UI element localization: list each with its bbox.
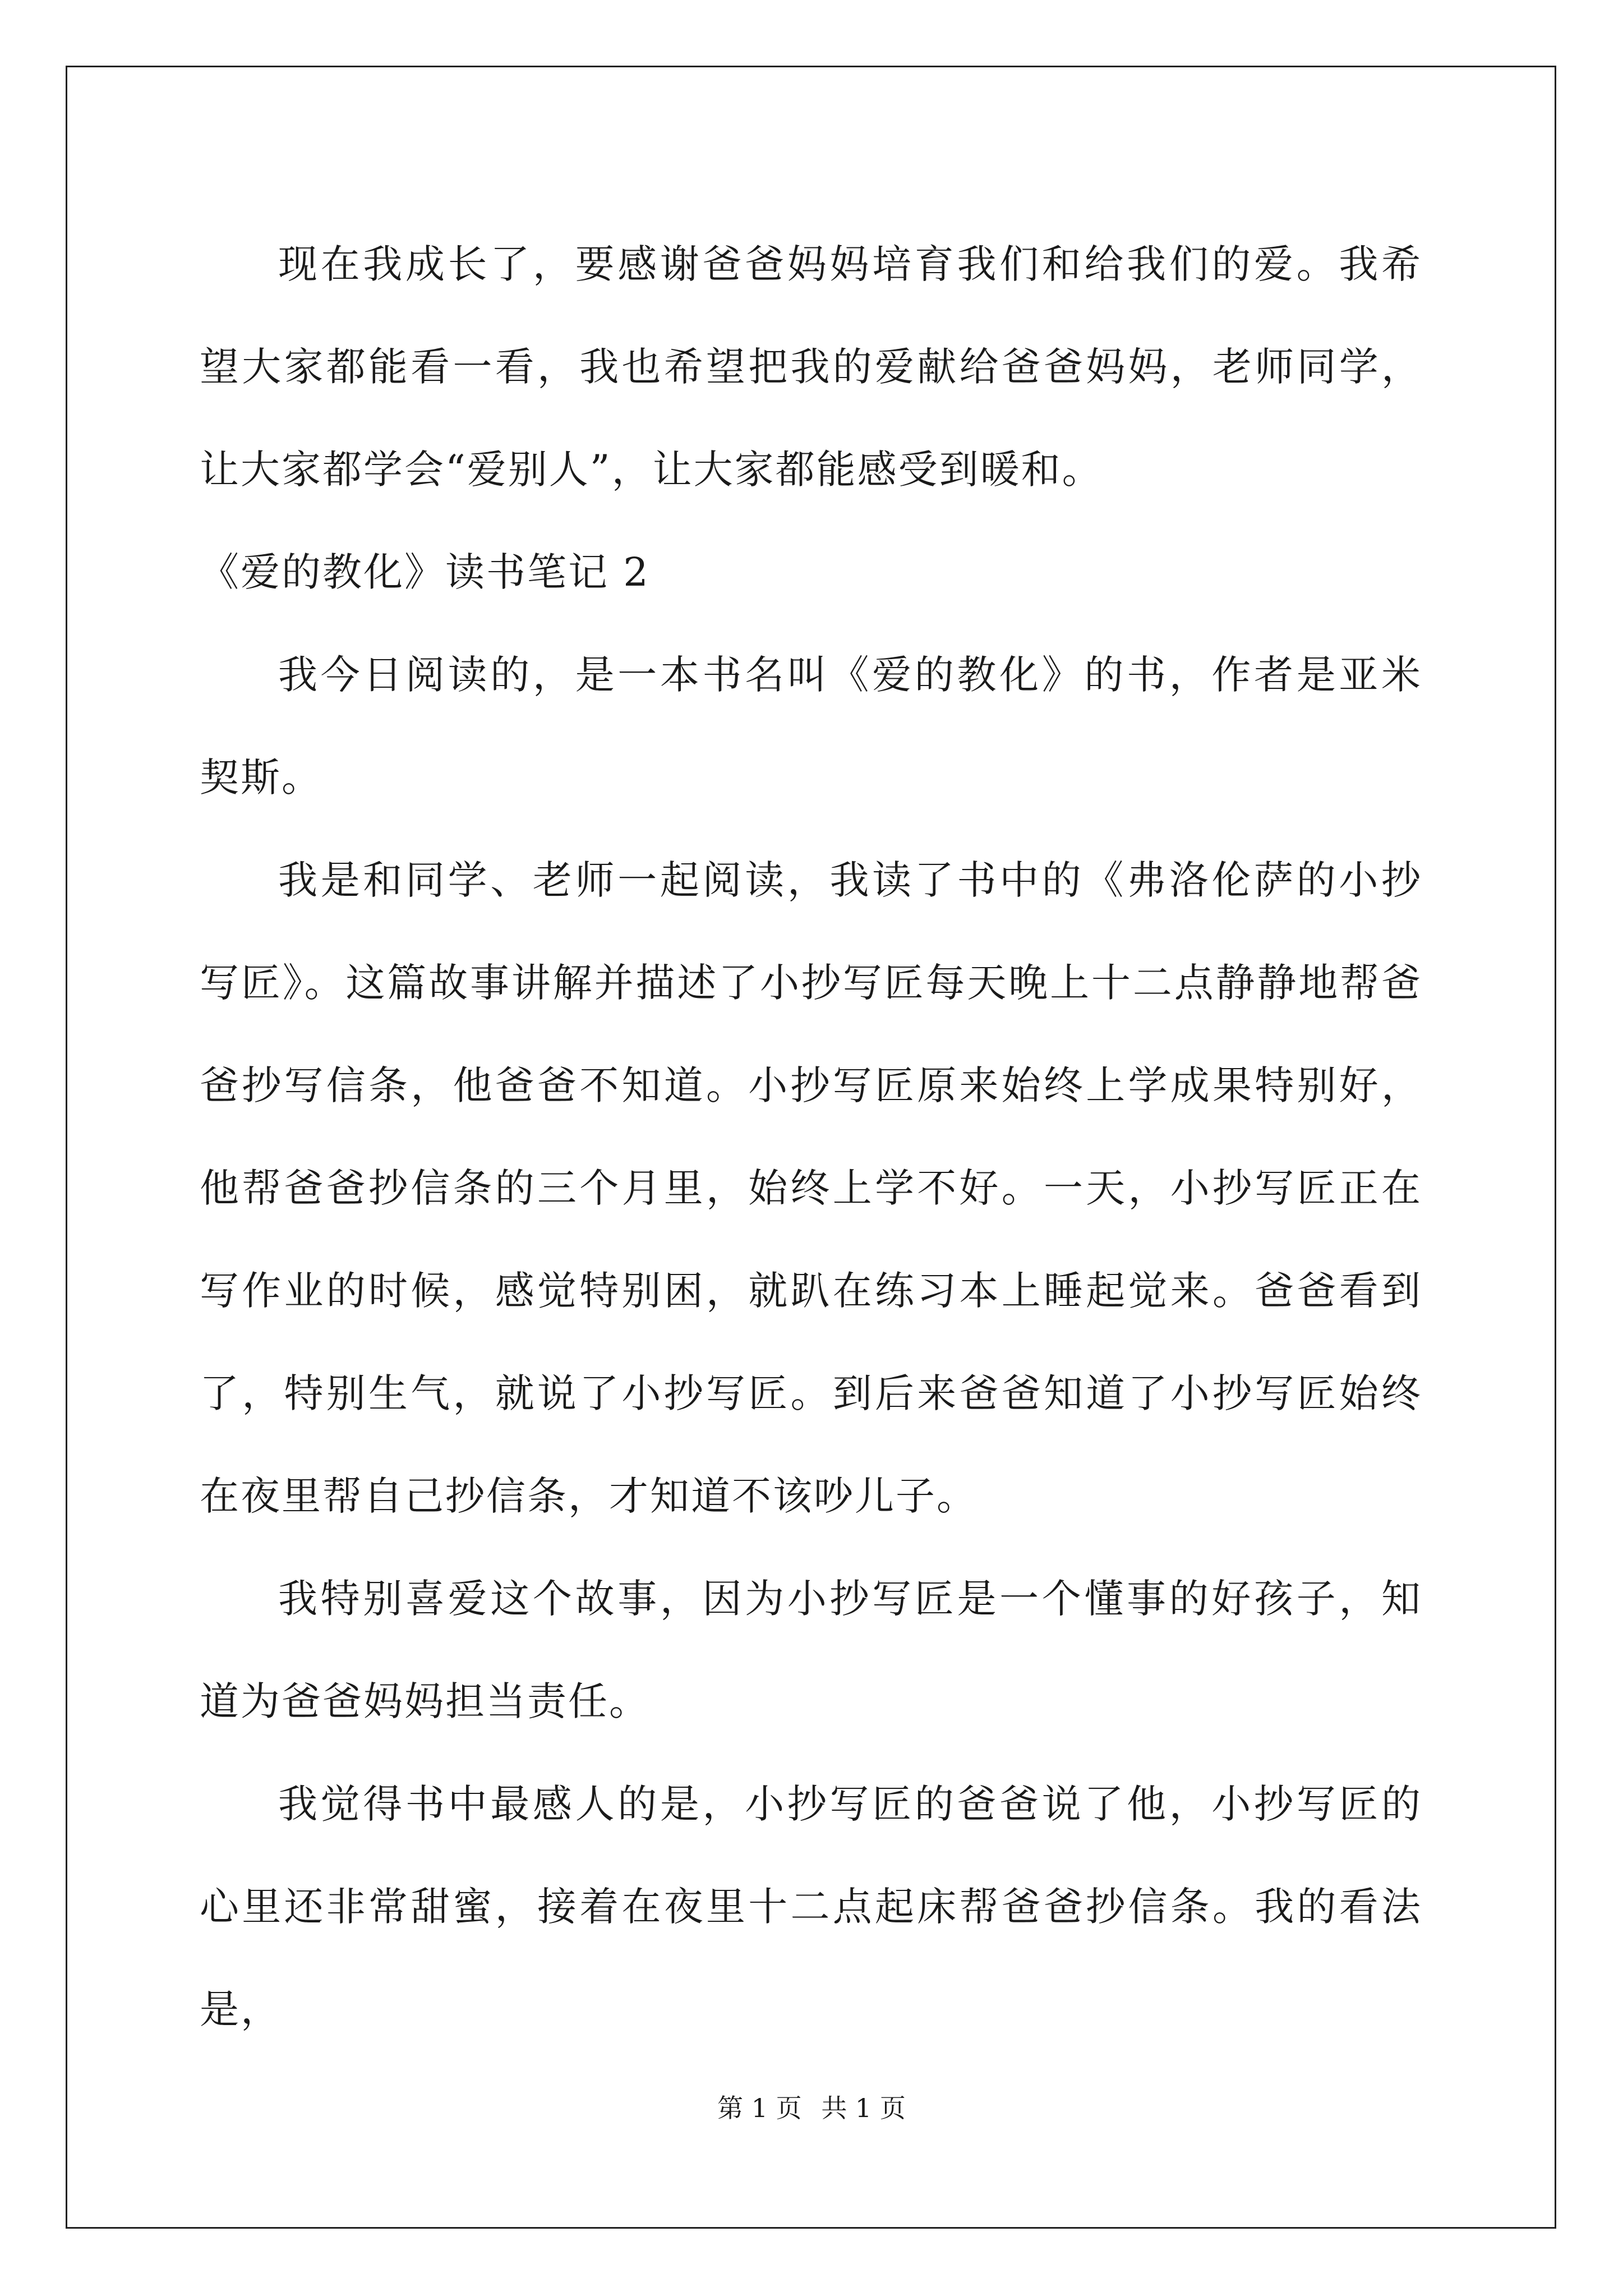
paragraph-5: 我觉得书中最感人的是，小抄写匠的爸爸说了他，小抄写匠的心里还非常甜蜜，接着在夜里十二点起床帮爸爸抄信条。我的看法是， <box>200 1781 1422 2032</box>
page-number: 第 1 页 <box>717 2093 802 2123</box>
section-heading: 《爱的教化》读书笔记 2 <box>200 549 650 595</box>
page-total: 共 1 页 <box>821 2093 906 2123</box>
page-footer <box>0 2088 1623 2125</box>
paragraph-3: 我是和同学、老师一起阅读，我读了书中的《弗洛伦萨的小抄写匠》。这篇故事讲解并描述了小抄写匠每天晚上十二点静静地帮爸爸抄写信条，他爸爸不知道。小抄写匠原来始终上学成果特别好，他帮爸爸抄信条的三个月里，始终上学不好。一天，小抄写匠正在写作业的时候，感觉特别困，就趴在练习本上睡起觉来。爸爸看到了，特别生气，就说了小抄写匠。到后来爸爸知道了小抄写匠始终在夜里帮自己抄信条，才知道不该吵儿子。 <box>200 857 1422 1519</box>
document-body <box>200 213 1422 2061</box>
paragraph-4: 我特别喜爱这个故事，因为小抄写匠是一个懂事的好孩子，知道为爸爸妈妈担当责任。 <box>200 1576 1422 1724</box>
paragraph-1: 现在我成长了，要感谢爸爸妈妈培育我们和给我们的爱。我希望大家都能看一看，我也希望把我的爱献给爸爸妈妈，老师同学，让大家都学会“爱别人”，让大家都能感受到暖和。 <box>200 241 1422 493</box>
paragraph-2: 我今日阅读的，是一本书名叫《爱的教化》的书，作者是亚米契斯。 <box>200 652 1422 800</box>
